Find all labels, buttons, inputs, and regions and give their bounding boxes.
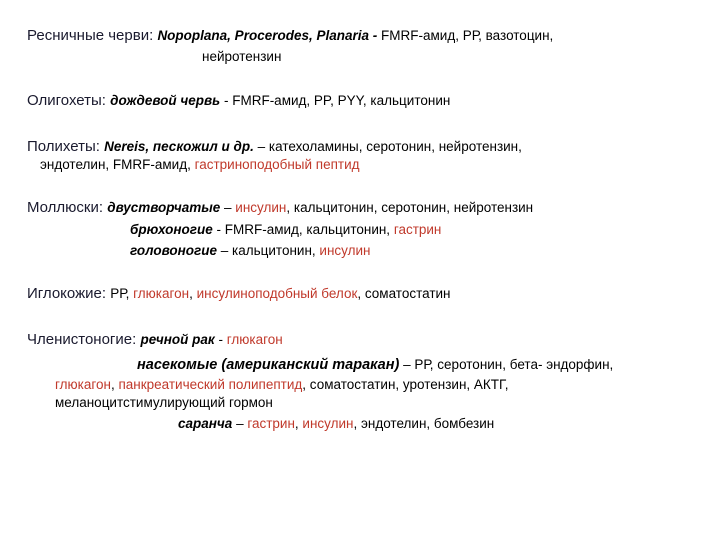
colon: : — [149, 27, 158, 44]
oligochaetes-line — [27, 92, 450, 110]
locust-gastrin: гастрин — [247, 416, 295, 431]
gastropods-label: брюхоногие — [130, 222, 213, 237]
insects-msh: меланоцитстимулирующий гормон — [55, 395, 273, 410]
cephalopods-insulin: инсулин — [319, 243, 371, 258]
insects-hormones-cont: , соматостатин, уротензин, АКТГ, — [302, 377, 509, 392]
polychaetes-hormones: – катехоламины, серотонин, нейротензин, — [253, 139, 522, 154]
polychaetes-hormones-cont: эндотелин, FMRF-амид, — [40, 157, 195, 172]
mollusks-line-3 — [130, 242, 371, 260]
gastropods-gastrin: гастрин — [393, 222, 442, 237]
ciliated-worms-line-2 — [202, 48, 281, 66]
dash: - — [214, 332, 227, 347]
insects-pancreatic-polypeptide: панкреатический полипептид — [118, 377, 303, 392]
bivalves-label: двустворчатые — [107, 200, 221, 215]
colon: : — [101, 285, 111, 302]
polychaetes-line-2 — [40, 156, 360, 174]
colon: : — [98, 199, 108, 216]
colon: : — [95, 138, 105, 155]
echinoderms-somatostatin: , соматостатин — [357, 286, 451, 301]
mollusks-line-1 — [27, 199, 533, 217]
polychaetes-line-1 — [27, 138, 522, 156]
crayfish-glucagon: глюкагон — [226, 332, 283, 347]
arthropods-line-1 — [27, 331, 283, 349]
oligochaetes-hormones: - FMRF-амид, PP, PYY, кальцитонин — [220, 93, 451, 108]
arthropods-line-3 — [55, 376, 508, 394]
cephalopods-label: головоногие — [130, 243, 218, 258]
arthropods-line-5 — [178, 415, 494, 433]
insects-label: насекомые (американский таракан) — [137, 357, 400, 373]
comma: , — [189, 286, 197, 301]
polychaetes-species: Nereis, пескожил и др. — [104, 139, 254, 154]
cephalopods-hormones: – кальцитонин, — [217, 243, 320, 258]
comma: , — [110, 377, 119, 392]
ciliated-worms-heading: Ресничные черви — [27, 27, 150, 44]
dash: – — [220, 200, 236, 215]
colon: : — [101, 92, 111, 109]
gastropods-hormones: - FMRF-амид, кальцитонин, — [212, 222, 394, 237]
echinoderms-pp: РР, — [110, 286, 134, 301]
mollusks-line-2 — [130, 221, 441, 239]
echinoderms-line — [27, 285, 451, 303]
mollusks-heading: Моллюски — [27, 199, 99, 216]
insects-hormones: – РР, серотонин, бета- эндорфин, — [399, 357, 614, 372]
oligochaetes-species: дождевой червь — [110, 93, 221, 108]
bivalves-hormones: , кальцитонин, серотонин, нейротензин — [286, 200, 534, 215]
polychaetes-gastrin-like: гастриноподобный пептид — [194, 157, 360, 172]
arthropods-heading: Членистоногие — [27, 331, 133, 348]
dash: – — [232, 416, 248, 431]
echinoderms-glucagon: глюкагон — [133, 286, 190, 301]
ciliated-worms-line-1 — [27, 27, 553, 45]
insects-glucagon: глюкагон — [55, 377, 111, 392]
bivalves-insulin: инсулин — [235, 200, 287, 215]
polychaetes-heading: Полихеты — [27, 138, 96, 155]
ciliated-hormones: FMRF-амид, РР, вазотоцин, — [377, 28, 554, 43]
echinoderms-heading: Иглокожие — [27, 285, 102, 302]
locust-label: саранча — [178, 416, 233, 431]
echinoderms-insulin-like: инсулиноподобный белок — [196, 286, 358, 301]
arthropods-line-4 — [55, 394, 273, 412]
crayfish-label: речной рак — [140, 332, 215, 347]
colon: : — [132, 331, 141, 348]
locust-insulin: инсулин — [302, 416, 354, 431]
locust-hormones: , эндотелин, бомбезин — [353, 416, 495, 431]
arthropods-line-2 — [137, 356, 613, 374]
oligochaetes-heading: Олигохеты — [27, 92, 102, 109]
comma: , — [294, 416, 303, 431]
ciliated-hormones-cont: нейротензин — [202, 49, 282, 64]
ciliated-species: Nopoplana, Procerodes, Planaria - — [157, 28, 378, 43]
